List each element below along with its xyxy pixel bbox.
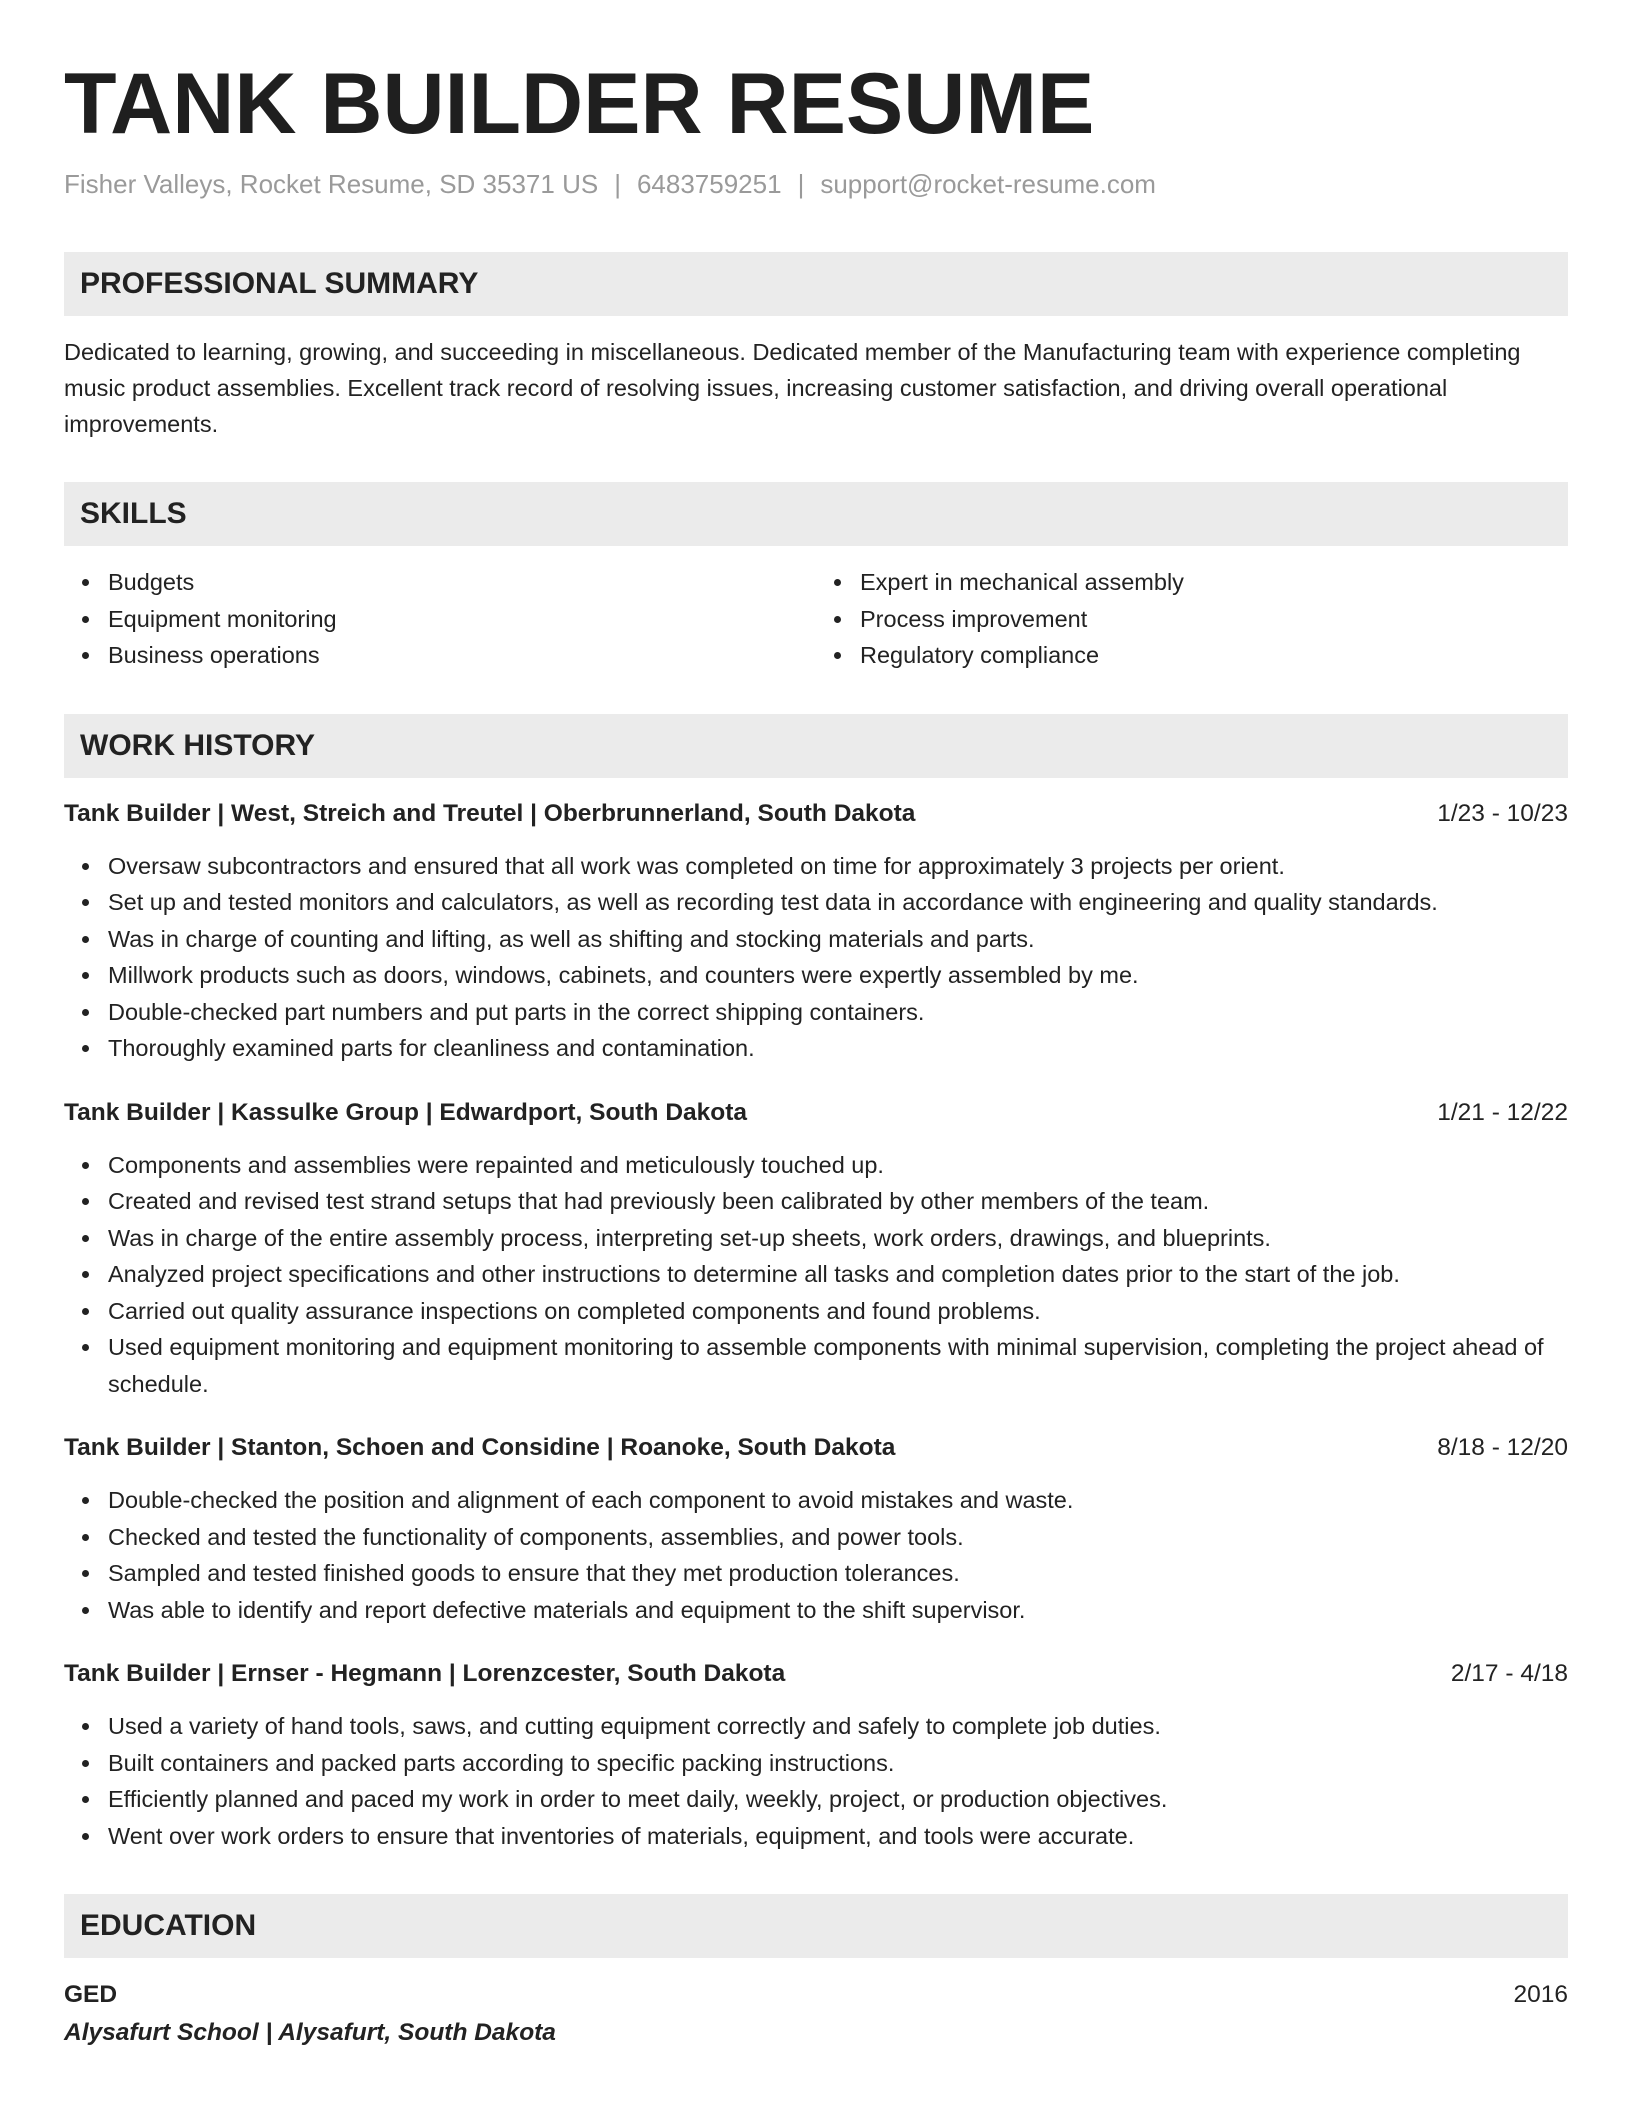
skill-item: Regulatory compliance xyxy=(860,637,1568,674)
job-bullet: Used equipment monitoring and equipment monitoring to assemble components with minimal supervision, completing the project ahead of schedule. xyxy=(108,1329,1568,1402)
contact-email: support@rocket-resume.com xyxy=(820,169,1156,199)
job-bullet: Created and revised test strand setups that had previously been calibrated by other members of the team. xyxy=(108,1183,1568,1220)
job-bullet: Sampled and tested finished goods to ensure that they met production tolerances. xyxy=(108,1555,1568,1592)
job-bullets xyxy=(64,1147,1568,1403)
job-bullet: Millwork products such as doors, windows, cabinets, and counters were expertly assembled by me. xyxy=(108,957,1568,994)
resume-page xyxy=(64,54,1568,2052)
job-bullet: Set up and tested monitors and calculators, as well as recording test data in accordance with engineering and quality standards. xyxy=(108,884,1568,921)
skill-item: Process improvement xyxy=(860,601,1568,638)
job-bullet: Was in charge of counting and lifting, as well as shifting and stocking materials and parts. xyxy=(108,921,1568,958)
resume-title: TANK BUILDER RESUME xyxy=(64,56,1095,152)
job-entry xyxy=(64,1656,1568,1854)
summary-text: Dedicated to learning, growing, and succeeding in miscellaneous. Dedicated member of the Manufacturing team with experience completing music product assemblies. Excellent track record of resolving issues, increasing customer satisfaction, and driving overall operational improvements. xyxy=(64,339,1521,437)
job-title: Tank Builder | Ernser - Hegmann | Lorenzcester, South Dakota xyxy=(64,1660,786,1687)
skill-item: Expert in mechanical assembly xyxy=(860,564,1568,601)
job-bullet: Double-checked the position and alignment of each component to avoid mistakes and waste. xyxy=(108,1482,1568,1519)
section-heading-skills: SKILLS xyxy=(64,482,1568,546)
job-dates: 2/17 - 4/18 xyxy=(1450,1660,1568,1687)
contact-phone: 6483759251 xyxy=(636,169,782,199)
contact-separator: | xyxy=(614,169,621,199)
education-entry xyxy=(64,1976,1568,2014)
skills-column-left xyxy=(64,564,816,674)
job-bullets xyxy=(64,1482,1568,1628)
job-bullets xyxy=(64,1708,1568,1854)
job-bullet: Double-checked part numbers and put parts in the correct shipping containers. xyxy=(108,994,1568,1031)
section-heading-work: WORK HISTORY xyxy=(64,714,1568,778)
education-school: Alysafurt School | Alysafurt, South Dakota xyxy=(64,2019,556,2046)
job-dates: 1/21 - 12/22 xyxy=(1437,1098,1568,1126)
job-bullet: Components and assemblies were repainted and meticulously touched up. xyxy=(108,1147,1568,1184)
job-title: Tank Builder | Stanton, Schoen and Considine | Roanoke, South Dakota xyxy=(64,1434,896,1461)
skill-item: Equipment monitoring xyxy=(108,601,816,638)
job-bullet: Went over work orders to ensure that inventories of materials, equipment, and tools were accurate. xyxy=(108,1818,1568,1855)
job-bullet: Oversaw subcontractors and ensured that all work was completed on time for approximately 3 projects per orient. xyxy=(108,848,1568,885)
job-bullet: Used a variety of hand tools, saws, and cutting equipment correctly and safely to complete job duties. xyxy=(108,1708,1568,1745)
contact-separator: | xyxy=(797,169,805,199)
job-bullet: Was in charge of the entire assembly process, interpreting set-up sheets, work orders, drawings, and blueprints. xyxy=(108,1220,1568,1257)
job-title: Tank Builder | Kassulke Group | Edwardport, South Dakota xyxy=(64,1098,748,1126)
section-heading-summary: PROFESSIONAL SUMMARY xyxy=(64,252,1568,316)
skill-item: Budgets xyxy=(108,564,816,601)
skill-item: Business operations xyxy=(108,637,816,674)
job-bullet: Was able to identify and report defective materials and equipment to the shift supervisor. xyxy=(108,1592,1568,1629)
skills-column-right xyxy=(816,564,1568,674)
job-bullet: Thoroughly examined parts for cleanliness and contamination. xyxy=(108,1030,1568,1067)
job-entry xyxy=(64,1430,1568,1628)
job-dates: 1/23 - 10/23 xyxy=(1437,799,1568,827)
job-bullet: Carried out quality assurance inspections on completed components and found problems. xyxy=(108,1293,1568,1330)
job-dates: 8/18 - 12/20 xyxy=(1437,1434,1568,1461)
contact-address: Fisher Valleys, Rocket Resume, SD 35371 US xyxy=(64,169,599,199)
job-title: Tank Builder | West, Streich and Treutel | Oberbrunnerland, South Dakota xyxy=(64,799,916,827)
job-bullet: Built containers and packed parts according to specific packing instructions. xyxy=(108,1745,1568,1782)
job-entry xyxy=(64,1095,1568,1403)
job-bullet: Checked and tested the functionality of components, assemblies, and power tools. xyxy=(108,1519,1568,1556)
job-bullets xyxy=(64,848,1568,1067)
section-heading-education: EDUCATION xyxy=(64,1894,1568,1958)
job-bullet: Analyzed project specifications and other instructions to determine all tasks and completion dates prior to the start of the job. xyxy=(108,1256,1568,1293)
education-degree: GED xyxy=(64,1981,118,2008)
job-bullet: Efficiently planned and paced my work in order to meet daily, weekly, project, or production objectives. xyxy=(108,1781,1568,1818)
contact-line xyxy=(64,166,1568,202)
skills-list xyxy=(64,564,1568,674)
job-entry xyxy=(64,796,1568,1067)
education-year: 2016 xyxy=(1513,1981,1568,2008)
